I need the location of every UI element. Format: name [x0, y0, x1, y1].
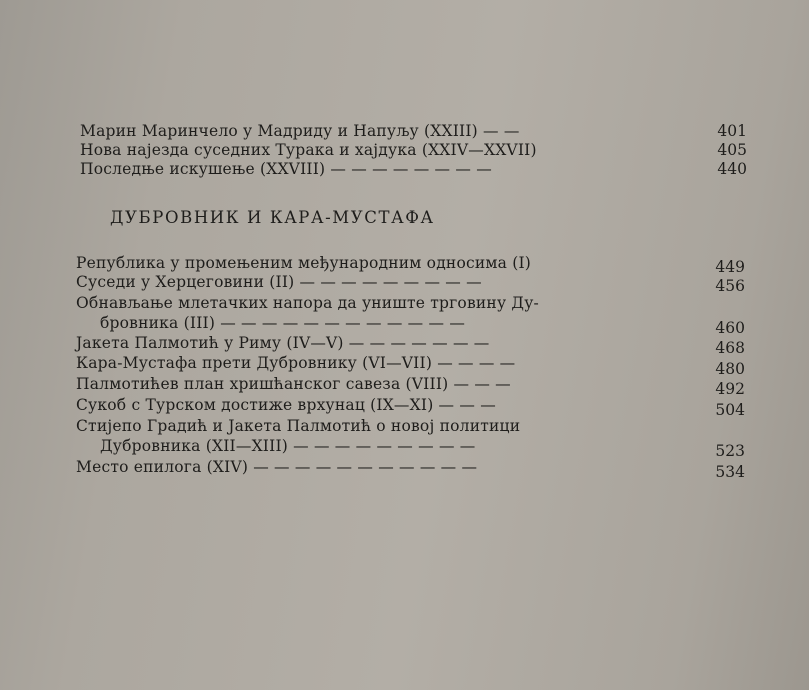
toc-entry-page: 492	[715, 380, 745, 398]
toc-entry-title: Суседи у Херцеговини (II) — — — — — — — — —	[76, 273, 482, 291]
toc-entry-page: 405	[717, 141, 747, 159]
toc-entry-page: 468	[715, 339, 745, 357]
toc-entry-title: Стијепо Градић и Јакета Палмотић о новој политици	[76, 417, 521, 435]
toc-entry-title: Република у промењеним међународним односима (I)	[76, 254, 532, 272]
toc-entry-page: 456	[715, 277, 745, 295]
toc-entry-title: Јакета Палмотић у Риму (IV—V) — — — — — — —	[76, 334, 490, 352]
toc-entry-page: 460	[715, 319, 745, 337]
toc-entry-page: 504	[715, 401, 745, 419]
toc-entry-title: бровника (III) — — — — — — — — — — — —	[100, 314, 466, 332]
section-heading: ДУБРОВНИК И КАРА-МУСТАФА	[110, 208, 435, 227]
toc-entry-page: 523	[715, 442, 745, 460]
toc-entry-title: Палмотићев план хришћанског савеза (VIII) — — —	[76, 375, 511, 393]
toc-entry-page: 401	[717, 122, 747, 140]
toc-entry-page: 440	[717, 160, 747, 178]
toc-entry-page: 449	[715, 258, 745, 276]
toc-entry-title: Нова најезда суседних Турака и хајдука (XXIV—XXVII)	[80, 141, 537, 159]
toc-entry-title: Обнављање млетачких напора да униште трговину Ду-	[76, 294, 539, 312]
toc-entry-title: Дубровника (XII—XIII) — — — — — — — — —	[100, 437, 476, 455]
toc-entry-title: Кара-Мустафа прети Дубровнику (VI—VII) — — — —	[76, 354, 516, 372]
toc-entry-page: 480	[715, 360, 745, 378]
toc-entry-title: Марин Маринчело у Мадриду и Напуљу (XXIII) — —	[80, 122, 520, 140]
toc-entry-page: 534	[715, 463, 745, 481]
toc-entry-title: Место епилога (XIV) — — — — — — — — — — —	[76, 458, 478, 476]
toc-entry-title: Сукоб с Турском достиже врхунац (IX—XI) — — —	[76, 396, 496, 414]
toc-entry-title: Последње искушење (XXVIII) — — — — — — — —	[80, 160, 492, 178]
